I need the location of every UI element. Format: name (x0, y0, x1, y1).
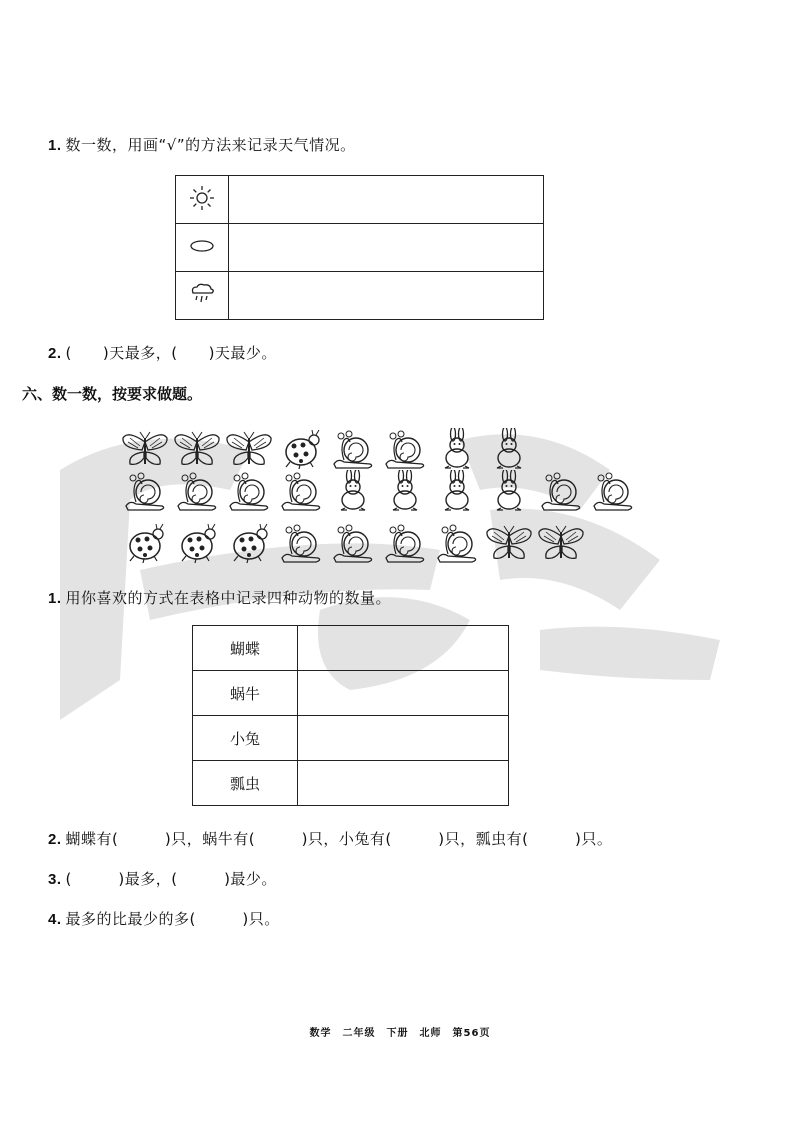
question-2: 2. 蝴蝶有( )只，蜗牛有( )只，小兔有( )只，瓢虫有( )只。 (48, 830, 613, 848)
weather-icon-cell (176, 224, 229, 272)
table-row (176, 272, 544, 320)
animal-name-cell: 小兔 (193, 716, 298, 761)
answer-cell[interactable] (298, 626, 509, 671)
answer-cell[interactable] (298, 761, 509, 806)
answer-cell[interactable] (229, 176, 544, 224)
question-4: 4. 最多的比最少的多( )只。 (48, 910, 280, 928)
sun-icon (189, 185, 215, 211)
question-1: 1. 用你喜欢的方式在表格中记录四种动物的数量。 (48, 589, 392, 607)
table-row (193, 626, 509, 671)
animal-name-cell: 瓢虫 (193, 761, 298, 806)
question-1: 1. 数一数，用画“√”的方法来记录天气情况。 (48, 136, 356, 154)
question-2: 2. ( )天最多，( )天最少。 (48, 344, 277, 362)
answer-cell[interactable] (229, 272, 544, 320)
rain-cloud-icon (188, 281, 216, 307)
cloud-icon (188, 236, 216, 256)
page-footer: 数学 二年级 下册 北师 第56页 (309, 1028, 491, 1039)
animal-name-cell: 蜗牛 (193, 671, 298, 716)
table-row (176, 176, 544, 224)
animal-name-cell: 蝴蝶 (193, 626, 298, 671)
question-3: 3. ( )最多，( )最少。 (48, 870, 277, 888)
table-row (193, 671, 509, 716)
table-row (193, 716, 509, 761)
answer-cell[interactable] (298, 671, 509, 716)
answer-cell[interactable] (229, 224, 544, 272)
animal-count-table (192, 625, 509, 806)
table-row (193, 761, 509, 806)
table-row (176, 224, 544, 272)
section-heading: 六、数一数，按要求做题。 (22, 385, 203, 403)
weather-table (175, 175, 544, 320)
answer-cell[interactable] (298, 716, 509, 761)
weather-icon-cell (176, 176, 229, 224)
weather-icon-cell (176, 272, 229, 320)
